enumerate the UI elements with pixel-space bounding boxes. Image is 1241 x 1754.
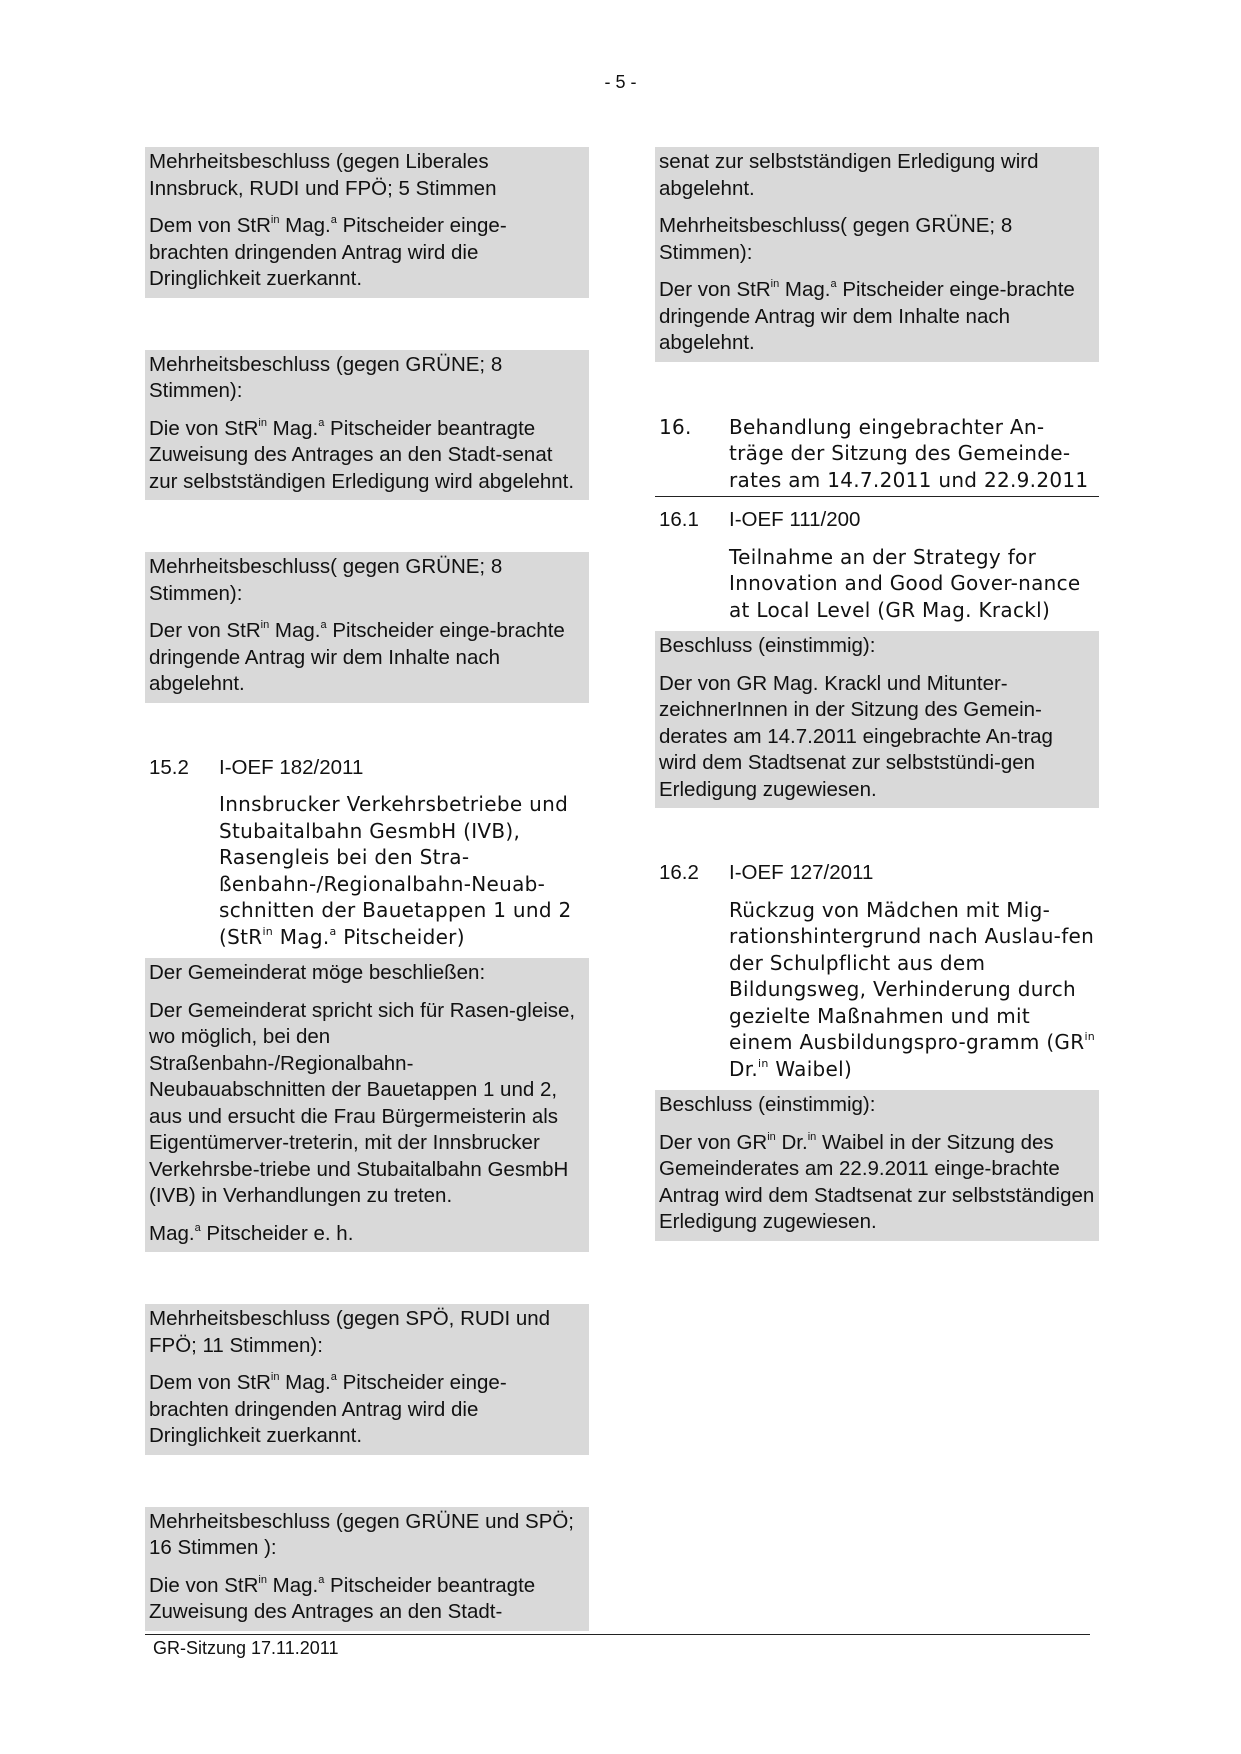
- item-title: Teilnahme an der Strategy for Innovation and Good Gover-nance at Local Level (GR Mag. Krackl): [729, 544, 1081, 622]
- resolution-text: Mehrheitsbeschluss( gegen GRÜNE; 8 Stimmen):: [149, 555, 503, 605]
- resolution-text: Die von StR$^{in}$ Mag.$^a$ Pitscheider beantragte Zuweisung des Antrages an den Stadt-: [149, 1573, 536, 1623]
- page-number: - 5 -: [604, 72, 637, 92]
- item-number: 16.2: [659, 861, 699, 884]
- right-column: [655, 147, 1099, 1241]
- item-number: 16.1: [659, 508, 699, 531]
- resolution-heading: Beschluss (einstimmig):: [659, 634, 876, 657]
- item-number: 15.2: [149, 755, 189, 779]
- resolution-text: Die von StR$^{in}$ Mag.$^a$ Pitscheider beantragte Zuweisung des Antrages an den Stadt-senat zur selbstständigen Erledigung wird abgelehnt.: [149, 416, 575, 493]
- item-code: I-OEF 127/2011: [729, 861, 874, 884]
- motion-text: Der Gemeinderat spricht sich für Rasen-gleise, wo möglich, bei den Straßenbahn-/Regionalbahn-Neubauabschnitten der Bauetappen 1 und 2, aus und ersucht die Frau Bürgermeisterin als Eigentümerver-treterin, mit der Innsbrucker Verkehrsbe-triebe und Stubaitalbahn GesmbH (IVB) in Verhandlungen zu treten.: [149, 998, 576, 1207]
- resolution-text: Dem von StR$^{in}$ Mag.$^a$ Pitscheider einge-brachten dringenden Antrag wird die Dringlichkeit zuerkannt.: [149, 1371, 507, 1447]
- motion-signature: Mag.$^a$ Pitscheider e. h.: [149, 1221, 354, 1245]
- item-title: Innsbrucker Verkehrsbetriebe und Stubaitalbahn GesmbH (IVB), Rasengleis bei den Stra-ßenbahn-/Regionalbahn-Neuab-schnitten der Bauetappen 1 und 2 (StR$^{in}$ Mag.$^a$ Pitscheider): [219, 792, 572, 949]
- agenda-item-16-2: [655, 860, 1099, 1082]
- agenda-item-16-1: [655, 507, 1099, 623]
- resolution-text: Mehrheitsbeschluss (gegen GRÜNE; 8 Stimmen):: [149, 352, 503, 402]
- resolution-text: Mehrheitsbeschluss (gegen Liberales Innsbruck, RUDI und FPÖ; 5 Stimmen: [149, 150, 497, 200]
- resolution-heading: Beschluss (einstimmig):: [659, 1093, 876, 1116]
- resolution-text: Mehrheitsbeschluss (gegen GRÜNE und SPÖ; 16 Stimmen ):: [149, 1509, 575, 1559]
- item-title: Rückzug von Mädchen mit Mig-rationshintergrund nach Auslau-fen der Schulpflicht aus dem Bildungsweg, Verhinderung durch gezielte Maßnahmen und mit einem Ausbildungspro-gramm ($GR^{in}$ Dr.$^{in}$ Waibel): [729, 897, 1096, 1081]
- resolution-text: Der von StR$^{in}$ Mag.$^a$ Pitscheider einge-brachte dringende Antrag wir dem Inhalte nach abgelehnt.: [149, 619, 565, 695]
- resolution-text: Mehrheitsbeschluss( gegen GRÜNE; 8 Stimmen):: [659, 214, 1013, 264]
- left-column: [145, 147, 589, 1631]
- resolution-text: senat zur selbstständigen Erledigung wird abgelehnt.: [659, 150, 1039, 200]
- item-number: 16.: [659, 414, 692, 439]
- resolution-text: Mehrheitsbeschluss (gegen SPÖ, RUDI und FPÖ; 11 Stimmen):: [149, 1307, 551, 1357]
- footer-divider: [145, 1634, 1090, 1635]
- agenda-heading-16: [655, 414, 1099, 498]
- resolution-box: [145, 552, 589, 703]
- motion-box: [145, 958, 589, 1252]
- resolution-box: [655, 631, 1099, 808]
- heading-text: Behandlung eingebrachter An-träge der Sitzung des Gemeinde-rates am 14.7.2011 und 22.9.2011: [729, 414, 1089, 492]
- resolution-box: [145, 350, 589, 501]
- resolution-box: [145, 1304, 589, 1455]
- resolution-text: Der von StR$^{in}$ Mag.$^a$ Pitscheider einge-brachte dringende Antrag wir dem Inhalte nach abgelehnt.: [659, 278, 1075, 354]
- agenda-item-15-2: [145, 755, 589, 951]
- item-code: I-OEF 111/200: [729, 508, 861, 531]
- resolution-text: Dem von StR$^{in}$ Mag.$^a$ Pitscheider einge-brachten dringenden Antrag wird die Dringlichkeit zuerkannt.: [149, 214, 507, 290]
- resolution-text: Der von $GR^{in}$ Dr.$^{in}$ Waibel in der Sitzung des Gemeinderates am 22.9.2011 einge-brachte Antrag wird dem Stadtsenat zur selbstständigen Erledigung zugewiesen.: [659, 1130, 1095, 1233]
- resolution-box: [655, 1090, 1099, 1241]
- resolution-text: Der von GR Mag. Krackl und Mitunter-zeichnerInnen in der Sitzung des Gemein-derates am 14.7.2011 eingebrachte An-trag wird dem Stadtsenat zur selbststündi-gen Erledigung zugewiesen.: [659, 671, 1053, 801]
- resolution-box: [145, 1507, 589, 1631]
- resolution-box: [655, 147, 1099, 362]
- resolution-box: [145, 147, 589, 298]
- motion-heading: Der Gemeinderat möge beschließen:: [149, 961, 486, 984]
- footer-text: GR-Sitzung 17.11.2011: [153, 1638, 339, 1658]
- item-code: I-OEF 182/2011: [219, 755, 364, 779]
